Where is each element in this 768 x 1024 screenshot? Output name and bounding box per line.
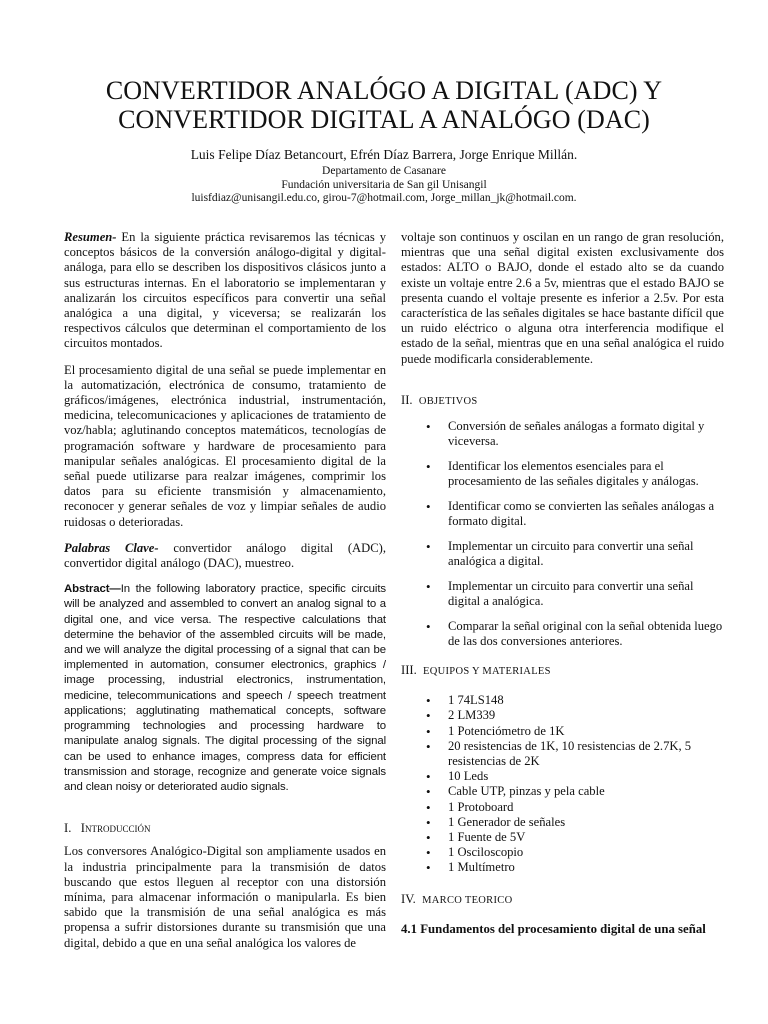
procesamiento-paragraph: El procesamiento digital de una señal se puede implementar en la automatización, electrónica de consumo, tratamiento de gráficos/imágenes, electrónica industrial, instrumentación, medicina, telecomunicaciones y aplicaciones de tratamiento de voz/habla; aglutinando conceptos matemáticos, tecnologías de programación software y hardware de procesamiento para manipular señales analógicas. El procesamiento digital de la señal puede utilizarse para realzar imágenes, comprimir los datos para su eficiente transmisión y almacenamiento, reconocer y generar señales de voz y limpiar señales de audio ruidosas o deterioradas.: [64, 362, 386, 529]
list-item: • 1 Generador de señales: [401, 815, 724, 830]
author-emails: luisfdiaz@unisangil.edu.co, girou-7@hotmail.com, Jorge_millan_jk@hotmail.com.: [191, 192, 577, 204]
objectives-list: [401, 419, 724, 649]
abstract-paragraph: [64, 582, 386, 795]
list-item: • 1 Potenciómetro de 1K: [401, 724, 724, 739]
list-item: • Cable UTP, pinzas y pela cable: [401, 784, 724, 799]
list-item: • 1 Multímetro: [401, 860, 724, 875]
intro-paragraph: Los conversores Analógico-Digital son ampliamente usados en la industria principalmente para la transmisión de datos buscando que estos lleguen al receptor con una distorsión mínima, para almacenar información o manipularla. Es bien sabido que la transmisión de una señal analógica es más propensa a sufrir distorsiones durante su transmisión que una digital, debido a que en una señal analógica los valores de: [64, 844, 386, 950]
list-item: • Comparar la señal original con la señal obtenida luego de las dos conversiones anteriores.: [401, 619, 724, 649]
resumen-paragraph: [64, 230, 386, 352]
paper-title: [40, 76, 728, 134]
materials-list: [401, 693, 724, 875]
list-item: • 1 Protoboard: [401, 800, 724, 815]
list-item: • Implementar un circuito para convertir una señal analógica a digital.: [401, 539, 724, 569]
section-3-number: III.: [401, 662, 417, 677]
authors: Luis Felipe Díaz Betancourt, Efrén Díaz Barrera, Jorge Enrique Millán.: [190, 147, 578, 162]
list-item: • 1 74LS148: [401, 693, 724, 708]
keywords-paragraph: [64, 541, 386, 571]
list-item: • 1 Osciloscopio: [401, 845, 724, 860]
section-3-title: EQUIPOS Y MATERIALES: [423, 665, 551, 677]
section-3-heading: [401, 663, 724, 679]
list-item: • 10 Leds: [401, 769, 724, 784]
title-line-2: CONVERTIDOR DIGITAL A ANALÓGO (DAC): [118, 105, 650, 134]
section-2-number: II.: [401, 392, 413, 407]
abstract-lead: Abstract—: [64, 583, 121, 596]
section-2-title: OBJETIVOS: [418, 395, 478, 407]
list-item: • Implementar un circuito para convertir una señal digital a analógica.: [401, 579, 724, 609]
section-1-heading: [64, 821, 386, 836]
keywords-text: convertidor análogo digital (ADC), convertidor digital análogo (DAC), muestreo.: [64, 540, 386, 571]
university: Fundación universitaria de San gil Unisangil: [281, 179, 487, 191]
resumen-text: En la siguiente práctica revisaremos las técnicas y conceptos básicos de la conversión análogo-digital y digital-análoga, para ello se describen los dispositivos clásicos junto a sus estructuras internas. En el laboratorio se implementaran y analizarán los circuitos específicos para convertir una señal analógica a una digital, y viceversa; se realizarán los respectivos cálculos que determinan el comportamiento de los circuitos montados.: [64, 230, 386, 351]
left-column: [64, 230, 386, 951]
abstract-text: In the following laboratory practice, specific circuits will be analyzed and assembled to convert an analog signal to a digital one, and vice versa. The respective calculations that determine the behavior of the assembled circuits will be made, and we will analyze the digital processing of a signal that can be implemented in automation, consumer electronics, graphics / image processing, industrial electronics, instrumentation, medicine, telecommunications and speech / speech treatment applications; agglutinating mathematical concepts, software programming technologies and processing hardware to manipulate analog signals. The digital processing of the signal can be used to enhance images, compress data for efficient transmission and storage, recognize and generate voice signals and clean noisy or deteriorated audio signals.: [64, 583, 386, 793]
right-column: [401, 230, 724, 937]
section-4-heading: [401, 892, 724, 908]
section-2-heading: [401, 393, 724, 409]
list-item: • Conversión de señales análogas a formato digital y viceversa.: [401, 419, 724, 449]
department: Departamento de Casanare: [322, 165, 446, 177]
section-1-number: I.: [64, 821, 72, 836]
section-4-title: MARCO TEORICO: [422, 894, 513, 906]
list-item: • Identificar los elementos esenciales para el procesamiento de las señales digitales y análogas.: [401, 459, 724, 489]
keywords-lead: Palabras Clave-: [64, 540, 159, 555]
list-item: • 1 Fuente de 5V: [401, 830, 724, 845]
list-item: • Identificar como se convierten las señales análogas a formato digital.: [401, 499, 724, 529]
subsection-4-1-heading: 4.1 Fundamentos del procesamiento digital de una señal: [401, 921, 706, 936]
list-item: • 2 LM339: [401, 708, 724, 723]
section-4-number: IV.: [401, 891, 416, 906]
continuation-paragraph: voltaje son continuos y oscilan en un rango de gran resolución, mientras que una señal digital existen exclusivamente dos estados: ALTO o BAJO, donde el estado alto se da cuando existe un voltaje entre 2.6 a 5v, mientras que el estado BAJO se presenta cuando el voltaje presente es inferior a 2.5v. Por esta característica de las señales digitales se hace bastante difícil que un ruido eléctrico o alguna otra interferencia modifique el estado de la señal, mientras que en una señal analógica el ruido puede modificarla considerablemente.: [401, 230, 724, 366]
list-item: • 20 resistencias de 1K, 10 resistencias de 2.7K, 5 resistencias de 2K: [401, 739, 724, 769]
title-line-1: CONVERTIDOR ANALÓGO A DIGITAL (ADC) Y: [105, 76, 663, 105]
resumen-lead: Resumen-: [64, 230, 117, 244]
section-1-title: Introducción: [80, 821, 151, 836]
